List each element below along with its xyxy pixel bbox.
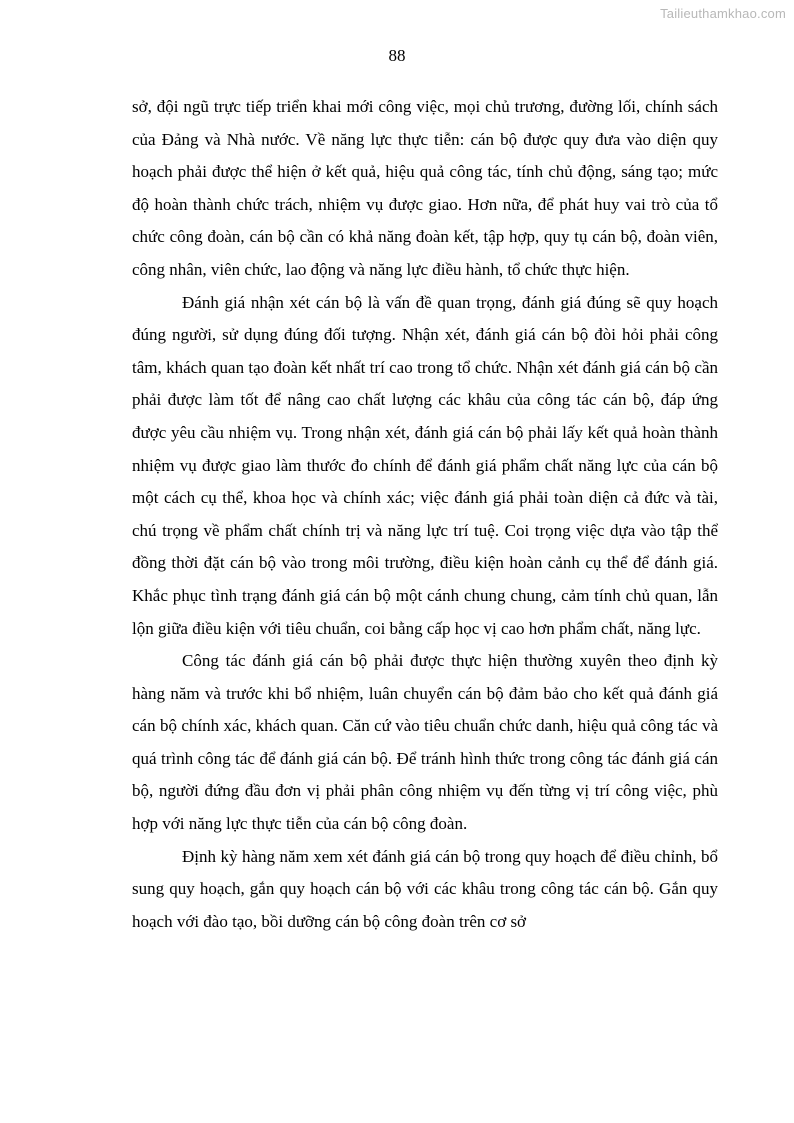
paragraph: Công tác đánh giá cán bộ phải được thực hiện thường xuyên theo định kỳ hàng năm và trước khi bổ nhiệm, luân chuyển cán bộ đảm bảo cho kết quả đánh giá cán bộ chính xác, khách quan. Căn cứ vào tiêu chuẩn chức danh, hiệu quả công tác và quá trình công tác để đánh giá cán bộ. Để tránh hình thức trong công tác đánh giá cán bộ, người đứng đầu đơn vị phải phân công nhiệm vụ đến từng vị trí công việc, phù hợp với năng lực thực tiễn của cán bộ công đoàn. bbox=[132, 651, 718, 834]
document-body bbox=[132, 91, 718, 938]
paragraph: Định kỳ hàng năm xem xét đánh giá cán bộ trong quy hoạch để điều chỉnh, bổ sung quy hoạch, gắn quy hoạch cán bộ với các khâu trong công tác cán bộ. Gắn quy hoạch với đào tạo, bồi dưỡng cán bộ công đoàn trên cơ sở bbox=[132, 846, 718, 931]
paragraph: sở, đội ngũ trực tiếp triển khai mới công việc, mọi chủ trương, đường lối, chính sách của Đảng và Nhà nước. Về năng lực thực tiễn: cán bộ được quy đưa vào diện quy hoạch phải được thể hiện ở kết quả, hiệu quả công tác, tính chủ động, sáng tạo; mức độ hoàn thành chức trách, nhiệm vụ được giao. Hơn nữa, để phát huy vai trò của tổ chức công đoàn, cán bộ cần có khả năng đoàn kết, tập hợp, quy tụ cán bộ, đoàn viên, công nhân, viên chức, lao động và năng lực điều hành, tổ chức thực hiện. bbox=[132, 97, 718, 279]
page-number: 88 bbox=[388, 46, 406, 65]
watermark: Tailieuthamkhao.com bbox=[660, 6, 786, 21]
paragraph: Đánh giá nhận xét cán bộ là vấn đề quan trọng, đánh giá đúng sẽ quy hoạch đúng người, sử dụng đúng đối tượng. Nhận xét, đánh giá cán bộ đòi hỏi phải công tâm, khách quan tạo đoàn kết nhất trí cao trong tổ chức. Nhận xét đánh giá cán bộ cần phải được làm tốt để nâng cao chất lượng các khâu của công tác cán bộ, đáp ứng được yêu cầu nhiệm vụ. Trong nhận xét, đánh giá cán bộ phải lấy kết quả hoàn thành nhiệm vụ được giao làm thước đo chính để đánh giá phẩm chất năng lực của cán bộ một cách cụ thể, khoa học và chính xác; việc đánh giá phải toàn diện cả đức và tài, chú trọng về phẩm chất chính trị và năng lực trí tuệ. Coi trọng việc dựa vào tập thể đồng thời đặt cán bộ vào trong môi trường, điều kiện hoàn cảnh cụ thể để đánh giá. Khắc phục tình trạng đánh giá cán bộ một cánh chung chung, cảm tính chủ quan, lẫn lộn giữa điều kiện với tiêu chuẩn, coi bằng cấp học vị cao hơn phẩm chất, năng lực. bbox=[132, 292, 718, 638]
